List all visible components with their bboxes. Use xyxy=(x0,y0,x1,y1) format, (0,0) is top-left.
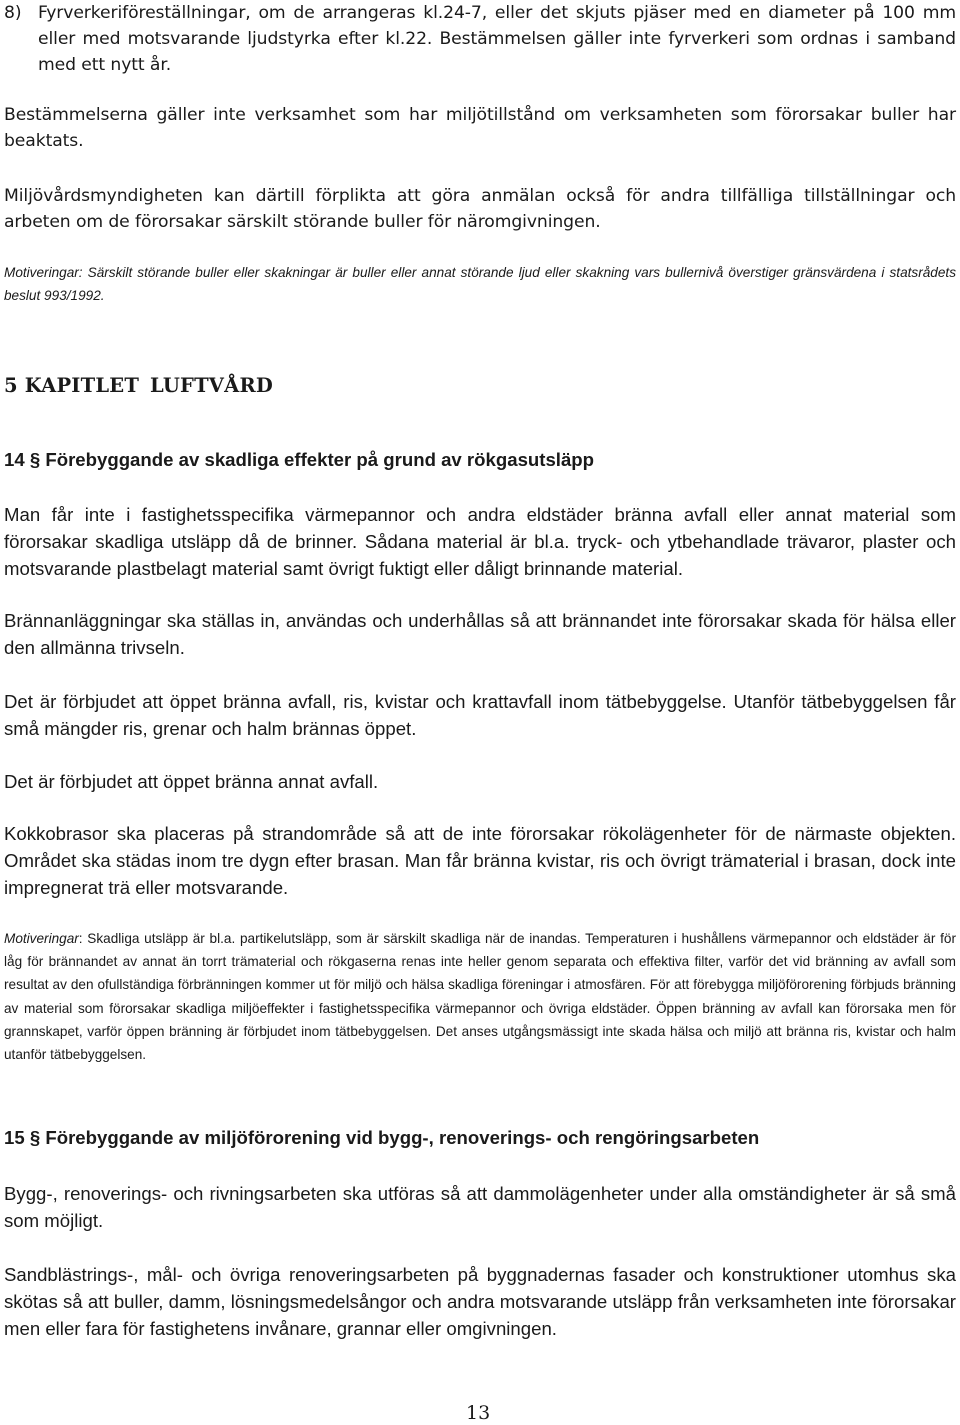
list-item-text: Fyrverkeriföreställningar, om de arrangeras kl.24-7, eller det skjuts pjäser med en diameter på 100 mm eller med motsvarande ljudstyrka efter kl.22. Bestämmelsen gäller inte fyrverkeri som ordnas i samband med ett nytt år. xyxy=(38,3,956,75)
section-14-paragraph: Brännanläggningar ska ställas in, användas och underhållas så att brännandet inte förorsakar skada för hälsa eller den allmänna trivseln. xyxy=(4,610,956,658)
motivation-noise: Motiveringar: Särskilt störande buller eller skakningar är buller eller annat störande ljud eller skakning vars bullernivå överstiger gränsvärdena i statsrådets beslut 993/1992. xyxy=(4,265,956,303)
chapter-heading xyxy=(4,374,273,397)
motivation-smoke xyxy=(4,927,956,1066)
section-15-paragraph: Sandblästrings-, mål- och övriga renoveringsarbeten på byggnadernas fasader och konstruktioner utomhus ska skötas så att buller, damm, lösningsmedelsångor och andra motsvarande utsläpp från verksamheten inte förorsakar men eller fara för fastighetens invånare, grannar eller omgivningen. xyxy=(4,1264,956,1339)
chapter-title: LUFTVÅRD xyxy=(150,374,273,397)
document-page xyxy=(4,0,956,1425)
section-14-paragraph: Man får inte i fastighetsspecifika värmepannor och andra eldstäder bränna avfall eller annat material som förorsakar skadliga utsläpp då de brinner. Sådana material är bl.a. tryck- och ytbehandlade trävaror, plaster och motsvarande plastbelagt material samt övrigt fuktigt eller dåligt brinnande material. xyxy=(4,504,956,579)
list-item-number: 8) xyxy=(4,3,22,23)
section-14-heading: 14 § Förebyggande av skadliga effekter på grund av rökgasutsläpp xyxy=(4,449,595,470)
section-14-paragraph: Det är förbjudet att öppet bränna avfall, ris, kvistar och krattavfall inom tätbebyggelse. Utanför tätbebyggelsen får små mängder ris, grenar och halm brännas öppet. xyxy=(4,691,956,739)
section-14-paragraph: Det är förbjudet att öppet bränna annat avfall. xyxy=(4,771,379,792)
list-item-8 xyxy=(4,0,956,78)
section-15-paragraph: Bygg-, renoverings- och rivningsarbeten ska utföras så att dammolägenheter under alla omständigheter är så små som möjligt. xyxy=(4,1183,956,1231)
paragraph-authority: Miljövårdsmyndigheten kan därtill förplikta att göra anmälan också för andra tillfälliga tillställningar och arbeten om de förorsakar särskilt störande buller för näromgivningen. xyxy=(4,186,956,232)
paragraph-exemption: Bestämmelserna gäller inte verksamhet som har miljötillstånd om verksamheten som förorsakar buller har beaktats. xyxy=(4,105,956,151)
section-14-paragraph: Kokkobrasor ska placeras på strandområde så att de inte förorsakar rökolägenheter för de närmaste objekten. Området ska städas inom tre dygn efter brasan. Man får bränna kvistar, ris och övrigt trämaterial i brasan, dock inte impregnerat trä eller motsvarande. xyxy=(4,823,956,898)
page-number: 13 xyxy=(466,1402,491,1424)
motivation-text: : Skadliga utsläpp är bl.a. partikelutsläpp, som är särskilt skadliga när de inandas. Temperaturen i hushållens värmepannor och eldstäder är för låg för brännandet av annat än torrt trämaterial och rökgaserna renas inte heller genom separata och effektiva filter, varför det vid bränning av avfall som resultat av den ofullständiga förbränningen kommer ut för miljö och hälsa skadliga föreningar i atmosfären. För att förebygga miljöförorening förbjuds bränning av material som förorsakar skadliga miljöeffekter i fastighetsspecifika värmepannor och övriga eldstäder. Öppen bränning av avfall kan förorsaka men för grannskapet, varför öppen bränning är förbjudet inom tätbebyggelsen. Det anses utgångsmässigt inte skada hälsa och miljö att bränna ris, kvistar och halm utanför tätbebyggelsen. xyxy=(4,931,956,1063)
section-15-heading: 15 § Förebyggande av miljöförorening vid bygg-, renoverings- och rengöringsarbeten xyxy=(4,1127,760,1148)
chapter-number: 5 KAPITLET xyxy=(4,374,140,397)
motivation-label: Motiveringar xyxy=(4,931,79,946)
